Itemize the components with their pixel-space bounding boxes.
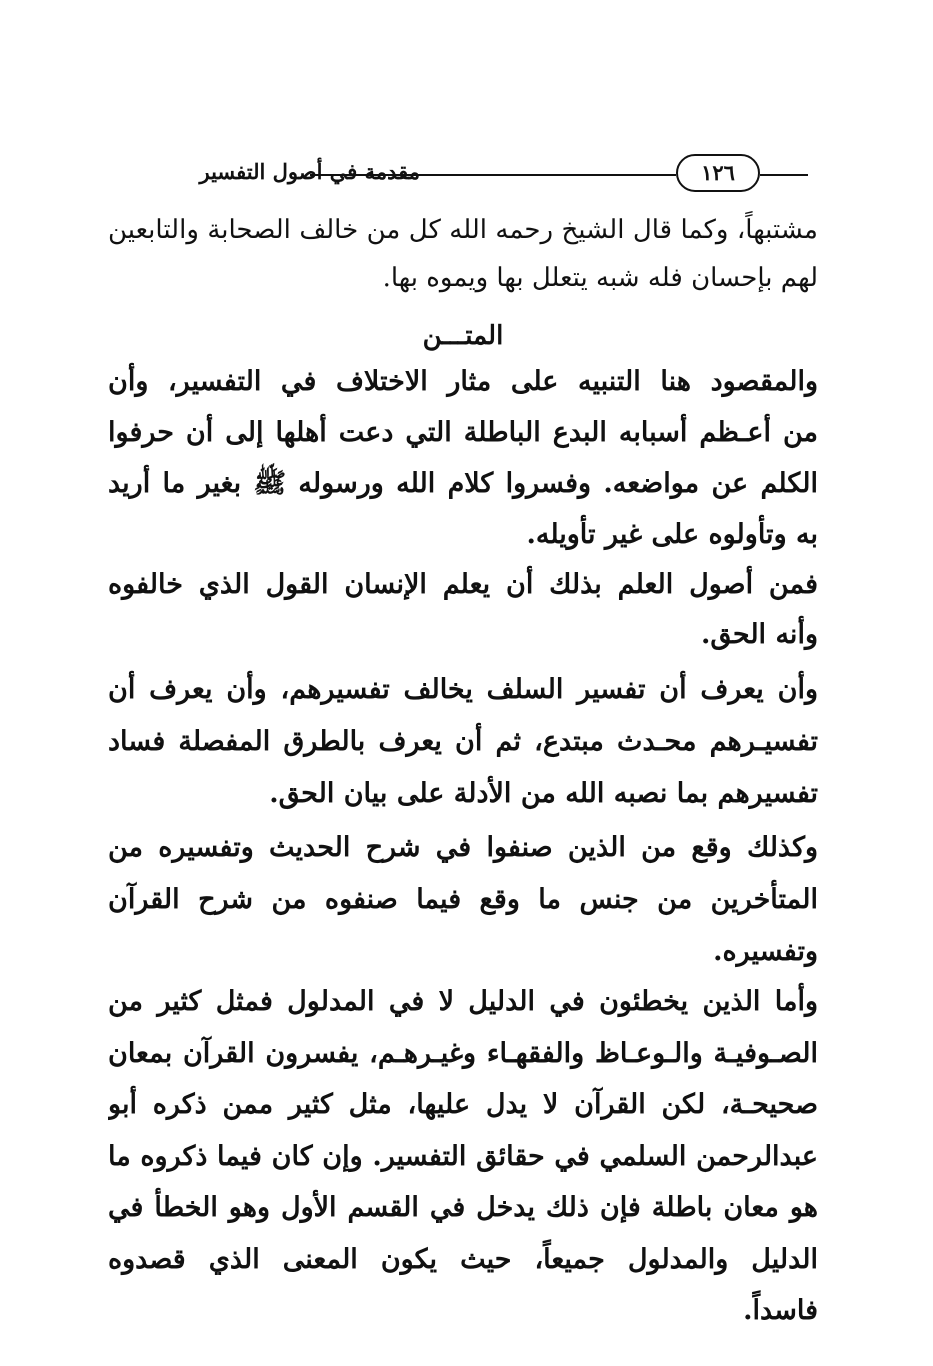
page-header xyxy=(98,148,808,196)
paragraph-1 xyxy=(108,356,818,560)
section-heading: المتـــن xyxy=(422,321,504,351)
text-line: فاسداً. xyxy=(743,1295,818,1326)
header-rule-right xyxy=(760,174,808,176)
text-line: تفسيـرهم محـدث مبتدع، ثم أن يعرف بالطرق المفصلة فساد xyxy=(108,726,818,757)
text-line: وتفسيره. xyxy=(713,936,818,967)
paragraph-3 xyxy=(108,664,818,820)
intro-paragraph xyxy=(108,206,818,302)
text-line: فمن أصول العلم بذلك أن يعلم الإنسان القول الذي خالفوه xyxy=(108,569,818,600)
text-line: وأنه الحق. xyxy=(700,619,818,650)
text-line: من أعـظم أسبابه البدع الباطلة التي دعت أهلها إلى أن حرفوا xyxy=(108,417,818,448)
text-line: هو معان باطلة فإن ذلك يدخل في القسم الأول وهو الخطأ في xyxy=(108,1192,818,1223)
text-line: الصـوفيـة والـوعـاظ والفقهـاء وغيـرهـم، يفسرون القرآن بمعان xyxy=(108,1037,818,1069)
text-line: تفسيرهم بما نصبه الله من الأدلة على بيان الحق. xyxy=(269,778,818,809)
paragraph-5 xyxy=(108,976,818,1337)
page-number: ١٢٦ xyxy=(676,154,760,192)
paragraph-4 xyxy=(108,822,818,978)
header-rule-middle xyxy=(500,174,676,176)
running-title: مقدمة في أصول التفسير xyxy=(199,159,420,184)
text-line: المتأخرين من جنس ما وقع فيما صنفوه من شرح القرآن xyxy=(108,884,818,915)
text-line: به وتأولوه على غير تأويله. xyxy=(526,519,818,550)
text-line: والمقصود هنا التنبيه على مثار الاختلاف في التفسير، وأن xyxy=(108,366,818,397)
text-line: الكلم عن مواضعه. وفسروا كلام الله ورسوله ﷺ بغير ما أريد xyxy=(108,468,818,499)
text-line: الدليل والمدلول جميعاً، حيث يكون المعنى الذي قصدوه xyxy=(108,1243,818,1275)
text-line: وأن يعرف أن تفسير السلف يخالف تفسيرهم، وأن يعرف أن xyxy=(108,674,818,705)
text-line: عبدالرحمن السلمي في حقائق التفسير. وإن كان فيما ذكروه ما xyxy=(108,1140,818,1172)
text-line: وكذلك وقع من الذين صنفوا في شرح الحديث وتفسيره من xyxy=(108,832,818,863)
paragraph-2 xyxy=(108,560,818,660)
text-line: وأما الذين يخطئون في الدليل لا في المدلول فمثل كثير من xyxy=(108,986,818,1017)
text-line: مشتبهاً، وكما قال الشيخ رحمه الله كل من خالف الصحابة والتابعين xyxy=(108,215,818,245)
text-line: صحيحـة، لكن القرآن لا يدل عليها، مثل كثير ممن ذكره أبو xyxy=(108,1089,818,1120)
text-line: لهم بإحسان فله شبه يتعلل بها ويموه بها. xyxy=(382,263,818,293)
